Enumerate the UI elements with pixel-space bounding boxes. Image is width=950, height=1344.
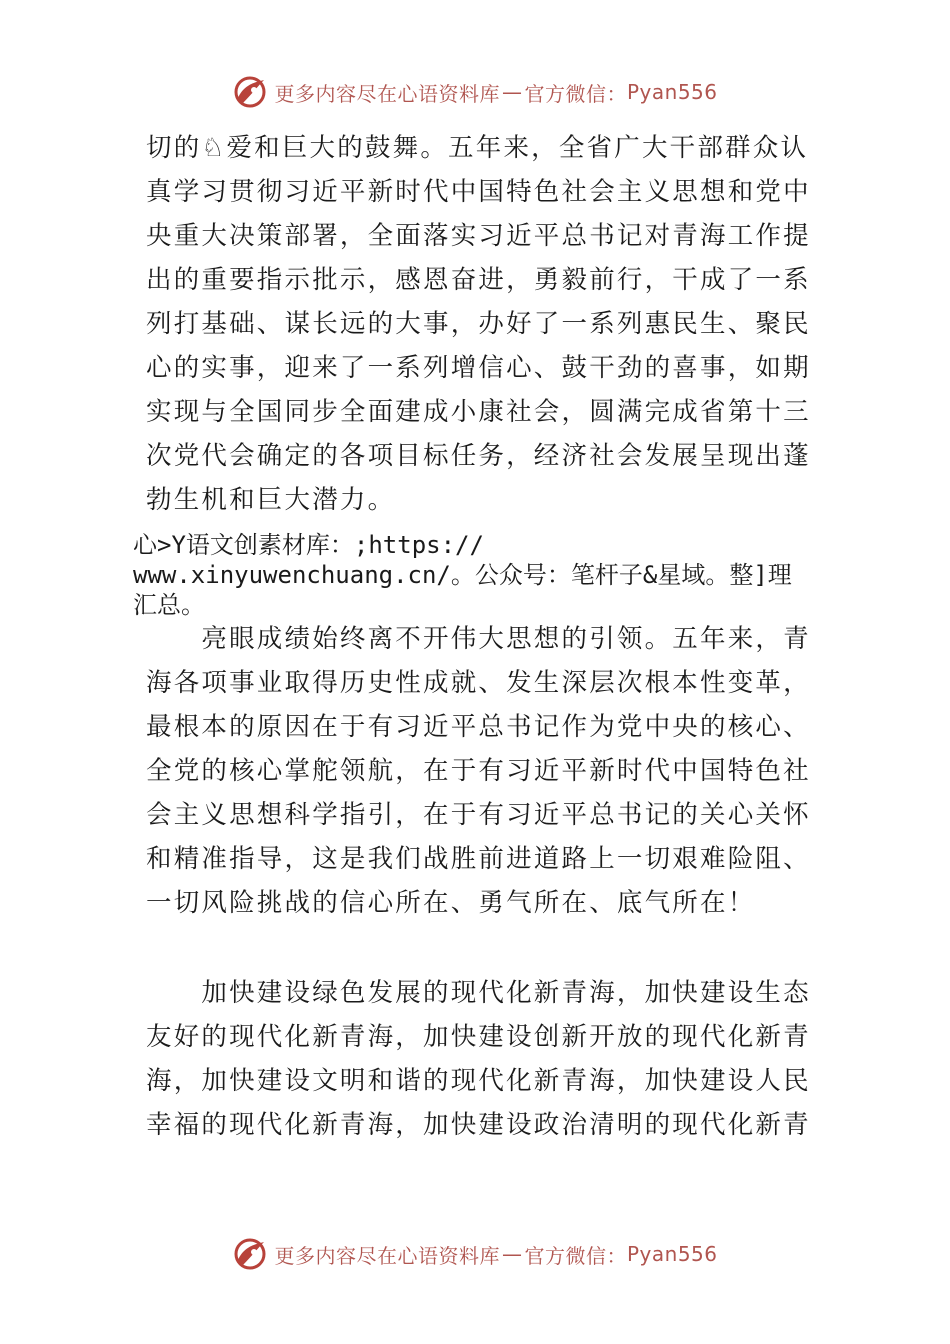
- paragraph-1: [146, 126, 811, 522]
- text-line: 心>Y语文创素材库：;https://: [133, 531, 484, 559]
- footer-banner: [0, 1232, 950, 1276]
- text-line: 和精准指导，这是我们战胜前进道路上一切艰难险阻、: [146, 844, 811, 874]
- brand-logo-icon: [232, 1236, 268, 1272]
- text-line: 勃生机和巨大潜力。: [146, 485, 396, 515]
- footer-text: [274, 1240, 717, 1269]
- text-line: 全党的核心掌舵领航，在于有习近平新时代中国特色社: [146, 756, 811, 786]
- text-line: 出的重要指示批示，感恩奋进，勇毅前行，干成了一系: [146, 265, 811, 295]
- text-line: 一切风险挑战的信心所在、勇气所在、底气所在！: [146, 888, 756, 918]
- header-separator: —: [501, 80, 523, 104]
- text-line: 亮眼成绩始终离不开伟大思想的引领。五年来，青: [146, 624, 811, 654]
- text-line: 汇总。: [133, 591, 205, 619]
- text-line: 央重大决策部署，全面落实习近平总书记对青海工作提: [146, 221, 811, 251]
- text-line: 友好的现代化新青海，加快建设创新开放的现代化新青: [146, 1022, 811, 1052]
- brand-logo-icon: [232, 74, 268, 110]
- header-banner: [0, 70, 950, 114]
- text-line: 列打基础、谋长远的大事，办好了一系列惠民生、聚民: [146, 309, 811, 339]
- text-line: 最根本的原因在于有习近平总书记作为党中央的核心、: [146, 712, 811, 742]
- text-line: 切的♘爱和巨大的鼓舞。五年来，全省广大干部群众认: [146, 133, 809, 163]
- footer-brand: 更多内容尽在心语资料库: [274, 1243, 500, 1268]
- text-line: 幸福的现代化新青海，加快建设政治清明的现代化新青: [146, 1110, 811, 1140]
- text-line: 加快建设绿色发展的现代化新青海，加快建设生态: [146, 978, 811, 1008]
- text-line: 海，加快建设文明和谐的现代化新青海，加快建设人民: [146, 1066, 811, 1096]
- footer-channel: 官方微信：: [524, 1243, 627, 1268]
- header-channel: 官方微信：: [524, 81, 627, 106]
- header-account: Pyan556: [626, 80, 718, 104]
- text-line: 海各项事业取得历史性成就、发生深层次根本性变革，: [146, 668, 811, 698]
- source-note: [133, 530, 823, 620]
- text-line: 会主义思想科学指引，在于有习近平总书记的关心关怀: [146, 800, 811, 830]
- text-line: 实现与全国同步全面建成小康社会，圆满完成省第十三: [146, 397, 811, 427]
- text-line: 真学习贯彻习近平新时代中国特色社会主义思想和党中: [146, 177, 811, 207]
- footer-account: Pyan556: [626, 1242, 718, 1266]
- text-line: 次党代会确定的各项目标任务，经济社会发展呈现出蓬: [146, 441, 811, 471]
- text-line: 心的实事，迎来了一系列增信心、鼓干劲的喜事，如期: [146, 353, 811, 383]
- header-text: [274, 78, 717, 107]
- footer-separator: —: [501, 1242, 523, 1266]
- header-brand: 更多内容尽在心语资料库: [274, 81, 500, 106]
- paragraph-2: [146, 617, 811, 925]
- text-line: www.xinyuwenchuang.cn/。公众号：笔杆子&星域。整]理: [133, 561, 792, 589]
- paragraph-3: [146, 971, 811, 1147]
